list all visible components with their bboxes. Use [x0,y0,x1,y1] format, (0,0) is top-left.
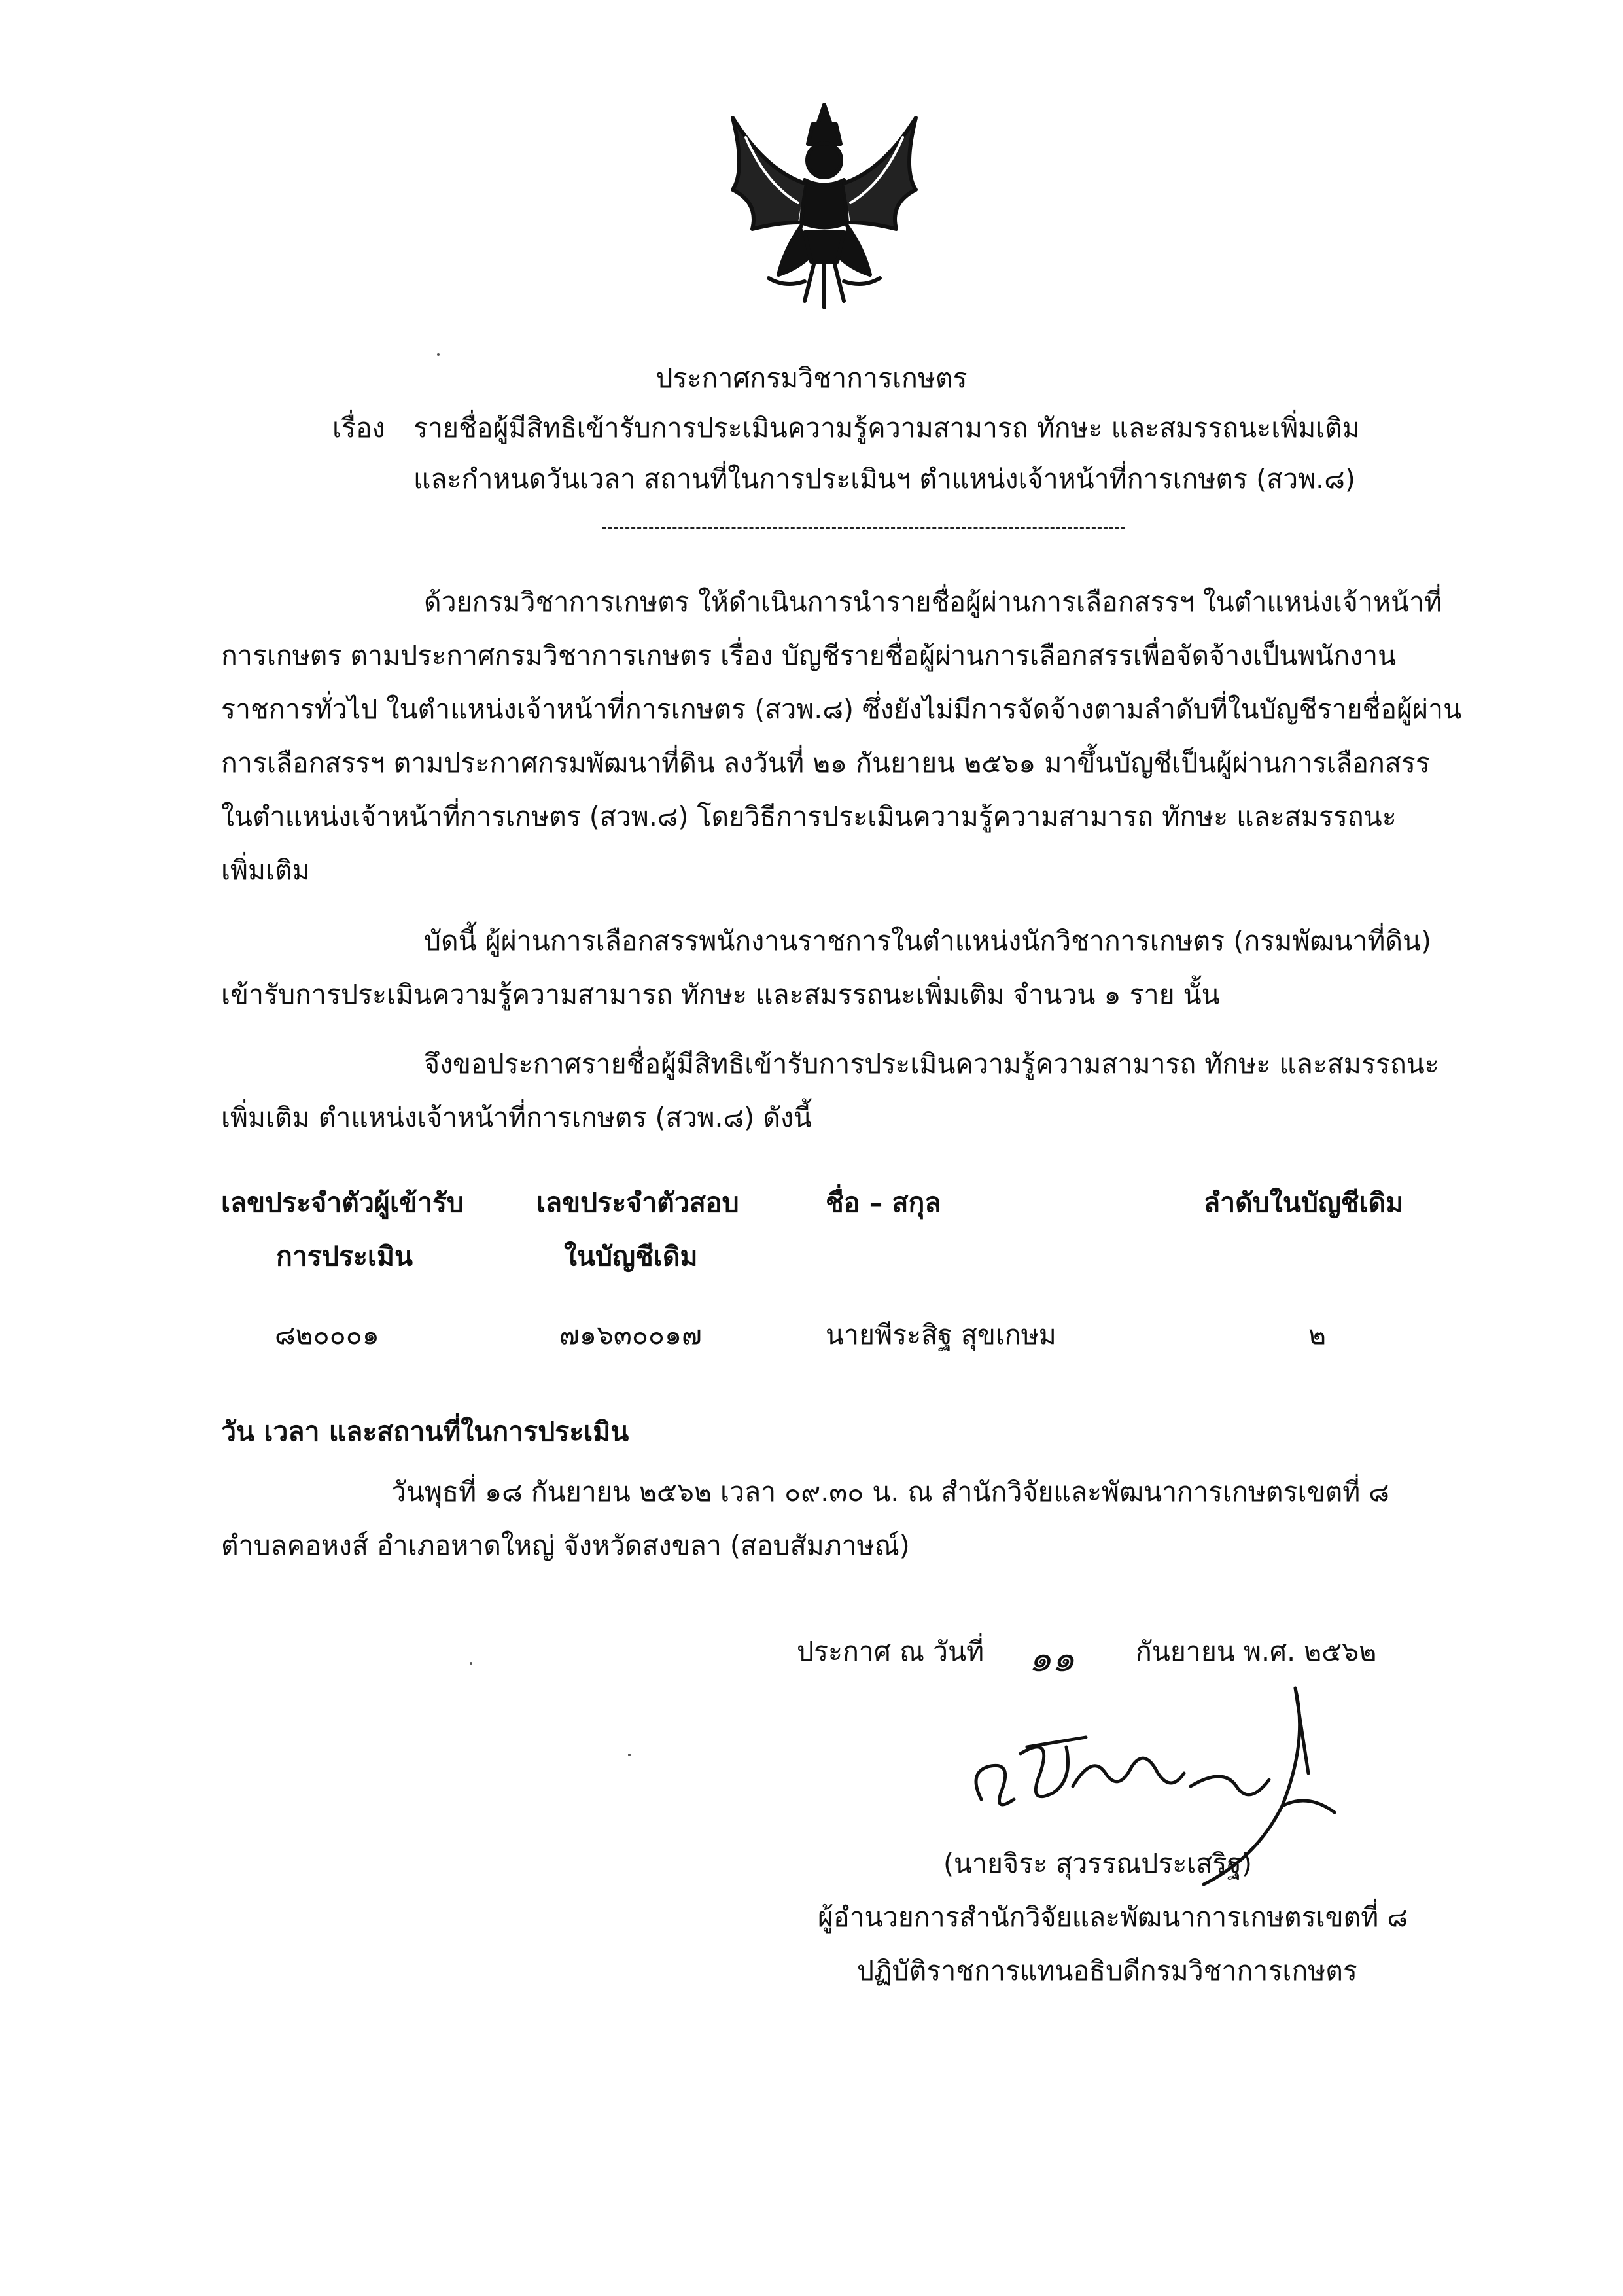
schedule-line-2: ตำบลคอหงส์ อำเภอหาดใหญ่ จังหวัดสงขลา (สอบสัมภาษณ์) [221,1530,910,1561]
para1-line: เพิ่มเติม [221,855,310,886]
cell-exam-id: ๗๑๖๓๐๐๑๗ [559,1319,702,1351]
scan-speck [470,1662,472,1665]
col-header-exam-id-1: เลขประจำตัวสอบ [536,1187,739,1218]
para1-line: การเลือกสรรฯ ตามประกาศกรมพัฒนาที่ดิน ลงวันที่ ๒๑ กันยายน ๒๕๖๑ มาขึ้นบัญชีเป็นผู้ผ่านการเลือกสรร [221,747,1430,779]
subject-line-1: รายชื่อผู้มีสิทธิเข้ารับการประเมินความรู้ความสามารถ ทักษะ และสมรรถนะเพิ่มเติม [413,412,1360,444]
cell-original-rank: ๒ [1308,1319,1327,1351]
schedule-line-1: วันพุธที่ ๑๘ กันยายน ๒๕๖๒ เวลา ๐๙.๓๐ น. ณ สำนักวิจัยและพัฒนาการเกษตรเขตที่ ๘ [391,1476,1389,1508]
para3-line: เพิ่มเติม ตำแหน่งเจ้าหน้าที่การเกษตร (สวพ.๘) ดังนี้ [221,1102,812,1133]
announce-date-prefix: ประกาศ ณ วันที่ [797,1636,985,1667]
garuda-emblem-icon [707,92,942,327]
para3-line: จึงขอประกาศรายชื่อผู้มีสิทธิเข้ารับการประเมินความรู้ความสามารถ ทักษะ และสมรรถนะ [424,1048,1439,1080]
signatory-name: (นายจิระ สุวรรณประเสริฐ) [943,1848,1253,1879]
para2-line: เข้ารับการประเมินความรู้ความสามารถ ทักษะ และสมรรถนะเพิ่มเติม จำนวน ๑ ราย นั้น [221,979,1220,1010]
announce-date-suffix: กันยายน พ.ศ. ๒๕๖๒ [1136,1636,1377,1667]
para1-line: การเกษตร ตามประกาศกรมวิชาการเกษตร เรื่อง บัญชีรายชื่อผู้ผ่านการเลือกสรรเพื่อจัดจ้างเป็นพนักงาน [221,640,1397,671]
col-header-original-rank: ลำดับในบัญชีเดิม [1204,1187,1404,1218]
scan-speck [628,1754,631,1756]
scan-speck [437,353,440,356]
announce-date-day: ๑๑ [1028,1638,1075,1680]
para1-line: ในตำแหน่งเจ้าหน้าที่การเกษตร (สวพ.๘) โดยวิธีการประเมินความรู้ความสามารถ ทักษะ และสมรรถนะ [221,801,1397,832]
cell-candidate-id: ๘๒๐๐๐๑ [275,1319,379,1351]
header-divider [602,527,1125,529]
col-header-candidate-id-2: การประเมิน [276,1241,413,1272]
signatory-position-2: ปฏิบัติราชการแทนอธิบดีกรมวิชาการเกษตร [857,1955,1357,1987]
col-header-exam-id-2: ในบัญชีเดิม [564,1241,698,1272]
para2-line: บัดนี้ ผู้ผ่านการเลือกสรรพนักงานราชการในตำแหน่งนักวิชาการเกษตร (กรมพัฒนาที่ดิน) [424,925,1432,957]
cell-name: นายพีระสิฐ สุขเกษม [826,1319,1056,1351]
schedule-heading: วัน เวลา และสถานที่ในการประเมิน [221,1416,629,1447]
signatory-position-1: ผู้อำนวยการสำนักวิจัยและพัฒนาการเกษตรเขตที่ ๘ [818,1901,1408,1933]
col-header-name: ชื่อ – สกุล [826,1187,941,1218]
para1-line: ราชการทั่วไป ในตำแหน่งเจ้าหน้าที่การเกษตร (สวพ.๘) ซึ่งยังไม่มีการจัดจ้างตามลำดับที่ในบัญชีรายชื่อผู้ผ่าน [221,694,1462,725]
col-header-candidate-id-1: เลขประจำตัวผู้เข้ารับ [221,1187,464,1218]
subject-line-2: และกำหนดวันเวลา สถานที่ในการประเมินฯ ตำแหน่งเจ้าหน้าที่การเกษตร (สวพ.๘) [413,463,1355,495]
announcement-title: ประกาศกรมวิชาการเกษตร [655,362,968,394]
para1-line: ด้วยกรมวิชาการเกษตร ให้ดำเนินการนำรายชื่อผู้ผ่านการเลือกสรรฯ ในตำแหน่งเจ้าหน้าที่ [424,586,1442,618]
subject-label: เรื่อง [332,412,385,444]
